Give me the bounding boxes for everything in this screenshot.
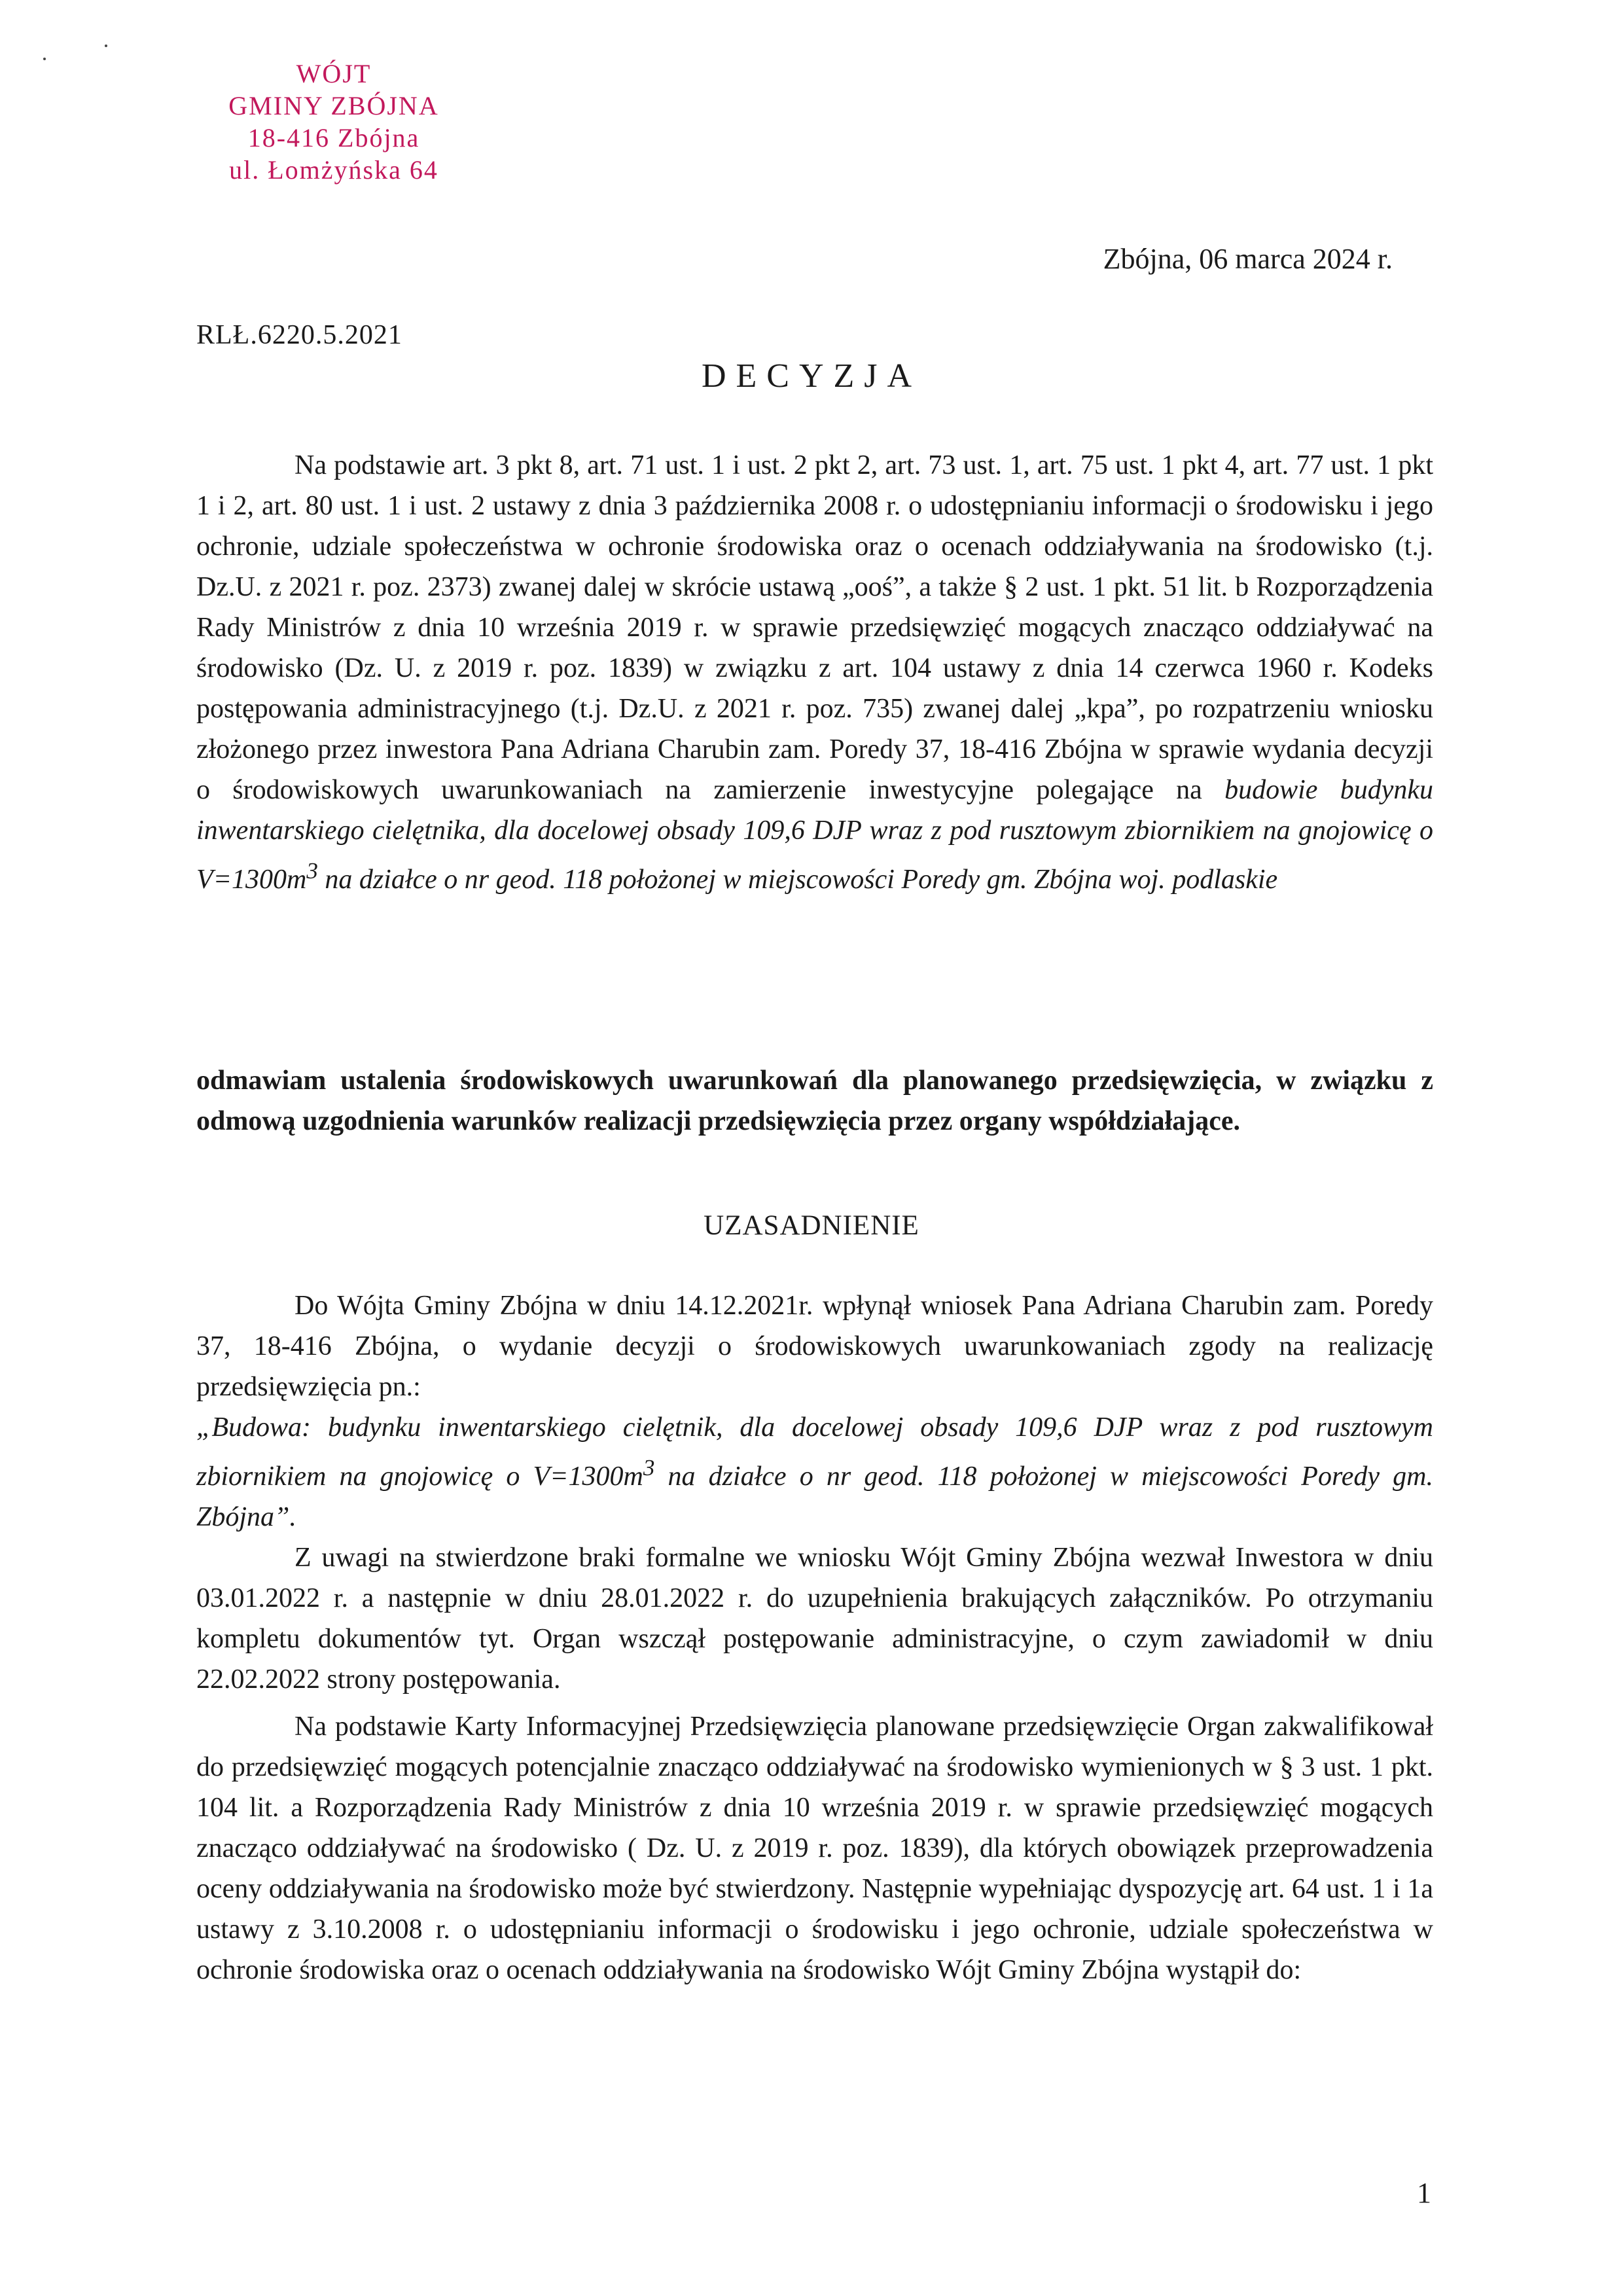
document-title: DECYZJA (701, 357, 922, 395)
justification-paragraph-3: Na podstawie Karty Informacyjnej Przedsięwzięcia planowane przedsięwzięcie Organ zakwalifikował do przedsięwzięć mogących potencjalnie znacząco oddziaływać na środowisko wymienionych w § 3 ust. 1 pkt. 104 lit. a Rozporządzenia Rady Ministrów z dnia 10 września 2019 r. w sprawie przedsięwzięć mogących znacząco oddziaływać na środowisko ( Dz. U. z 2019 r. poz. 1839), dla których obowiązek przeprowadzenia oceny oddziaływania na środowisko może być stwierdzony. Następnie wypełniając dyspozycję art. 64 ust. 1 i 1a ustawy z 3.10.2008 r. o udostępnianiu informacji o środowisku i jego ochronie, udziale społeczeństwa w ochronie środowiska oraz o ocenach oddziaływania na środowisko Wójt Gminy Zbójna wystąpił do: (196, 1712, 1433, 1985)
justification-section (196, 1285, 1433, 1990)
project-quote (196, 1412, 1433, 1532)
project-description-a: budowie budynku inwentarskiego cielętnika, dla docelowej obsady 109,6 DJP wraz z pod rusztowym zbiornikiem na gnojowicę o V=1300m (196, 775, 1434, 895)
page-number: 1 (1417, 2177, 1431, 2209)
stamp-line-2: GMINY ZBÓJNA (228, 91, 439, 120)
stamp-line-4: ul. Łomżyńska 64 (229, 155, 438, 185)
legal-basis-paragraph (196, 445, 1433, 900)
stamp-line-3: 18-416 Zbójna (247, 123, 420, 152)
justification-p1-text: Do Wójta Gminy Zbójna w dniu 14.12.2021r. wpłynął wniosek Pana Adriana Charubin zam. Poredy 37, 18-416 Zbójna, o wydanie decyzji o środowiskowych uwarunkowaniach zgody na realizację przedsięwzięcia pn.: (196, 1291, 1433, 1402)
superscript: 3 (643, 1455, 655, 1480)
legal-basis-text: Na podstawie art. 3 pkt 8, art. 71 ust. 1 i ust. 2 pkt 2, art. 73 ust. 1, art. 75 ust. 1 pkt 4, art. 77 ust. 1 pkt 1 i 2, art. 80 ust. 1 i ust. 2 ustawy z dnia 3 października 2008 r. o udostępnianiu informacji o środowisku i jego ochronie, udziale społeczeństwa w ochronie środowiska oraz o ocenach oddziaływania na środowisko (t.j. Dz.U. z 2021 r. poz. 2373) zwanej dalej w skrócie ustawą „ooś”, a także § 2 ust. 1 pkt. 51 lit. b Rozporządzenia Rady Ministrów z dnia 10 września 2019 r. w sprawie przedsięwzięć mogących znacząco oddziaływać na środowisko (Dz. U. z 2019 r. poz. 1839) w związku z art. 104 ustawy z dnia 14 czerwca 1960 r. Kodeks postępowania administracyjnego (t.j. Dz.U. z 2021 r. poz. 735) zwanej dalej „kpa”, po rozpatrzeniu wniosku złożonego przez inwestora Pana Adriana Charubin zam. Poredy 37, 18-416 Zbójna w sprawie wydania decyzji o środowiskowych uwarunkowaniach na zamierzenie inwestycyjne polegające na (196, 450, 1433, 805)
reference-number: RLŁ.6220.5.2021 (196, 320, 402, 350)
superscript: 3 (306, 858, 318, 884)
scan-speck (43, 58, 46, 60)
decision-text: odmawiam ustalenia środowiskowych uwarunkowań dla planowanego przedsięwzięcia, w związku z odmową uzgodnienia warunków realizacji przedsięwzięcia przez organy współdziałające. (196, 1066, 1433, 1136)
office-stamp (196, 58, 471, 186)
project-quote-a: „Budowa: budynku inwentarskiego cielętnik, dla docelowej obsady 109,6 DJP wraz z pod rusztowym zbiornikiem na gnojowicę o V=1300m (196, 1412, 1433, 1492)
stamp-line-1: WÓJT (296, 59, 372, 88)
scan-speck (105, 45, 107, 47)
justification-heading: UZASADNIENIE (704, 1210, 919, 1241)
project-description-b: na działce o nr geod. 118 położonej w miejscowości Poredy gm. Zbójna woj. podlaskie (325, 865, 1278, 895)
document-date: Zbójna, 06 marca 2024 r. (1103, 243, 1393, 275)
justification-paragraph-2: Z uwagi na stwierdzone braki formalne we wniosku Wójt Gminy Zbójna wezwał Inwestora w dniu 03.01.2022 r. a następnie w dniu 28.01.2022 r. do uzupełnienia brakujących załączników. Po otrzymaniu kompletu dokumentów tyt. Organ wszczął postępowanie administracyjne, o czym zawiadomił w dniu 22.02.2022 strony postępowania. (196, 1543, 1433, 1695)
justification-paragraph-1 (196, 1285, 1433, 1537)
project-quote-b: na działce o nr geod. 118 położonej w miejscowości Poredy gm. Zbójna”. (196, 1462, 1433, 1532)
decision-paragraph (196, 1060, 1433, 1141)
